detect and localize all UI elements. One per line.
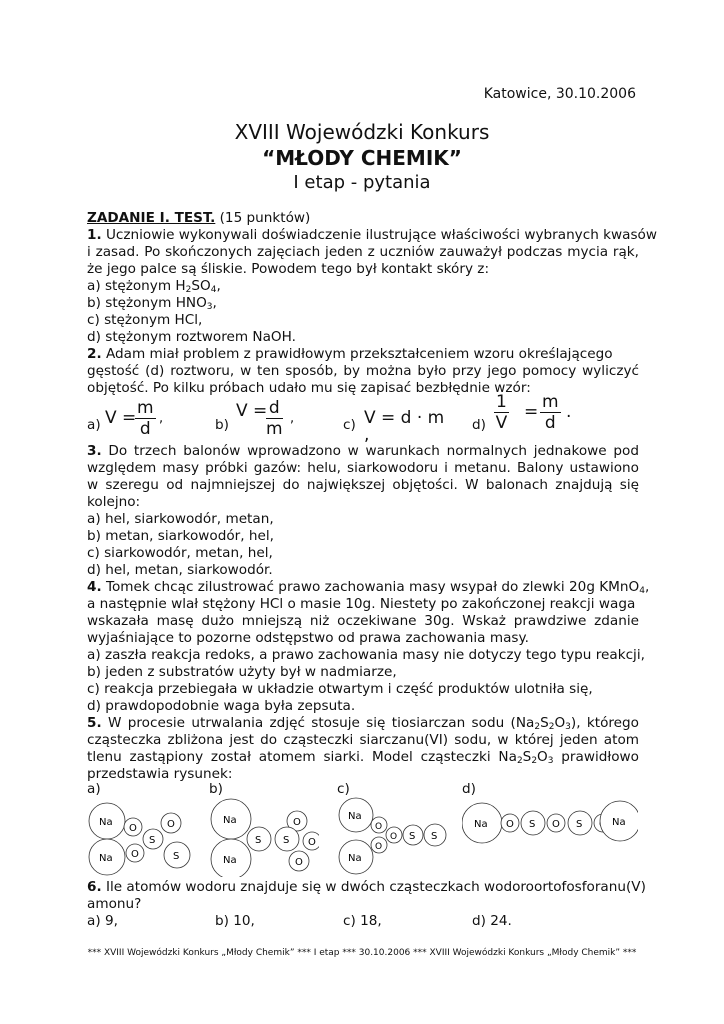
q4-text: Tomek chcąc zilustrować prawo zachowania masy wsypał do zlewki 20g KMnO — [101, 579, 640, 595]
q2-number: 2. — [87, 346, 102, 362]
atom-label: O — [129, 823, 137, 834]
contest-title: XVIII Wojewódzki Konkurs — [234, 120, 490, 144]
q2-option-d — [472, 392, 632, 441]
q5-text: prawidłowo — [553, 749, 639, 765]
q6-option-a: a) 9, — [87, 913, 118, 929]
q5-text: ), którego — [570, 715, 639, 731]
atom-label: O — [167, 819, 175, 830]
option-label: a) — [87, 417, 101, 433]
q3-option-a: a) hel, siarkowodór, metan, — [87, 511, 274, 527]
atom-label: S — [173, 851, 180, 862]
formula-end: , — [159, 411, 164, 426]
q1-text: Uczniowie wykonywali doświadczenie ilustrujące właściwości wybranych kwasów — [101, 227, 657, 243]
q5-text: S — [522, 749, 532, 765]
atom-label: O — [506, 819, 514, 830]
task-heading-line — [87, 210, 639, 227]
q4-option-a: a) zaszła reakcja redoks, a prawo zachowania masy nie dotyczy tego typu reakcji, — [87, 647, 645, 663]
denominator: d — [544, 413, 556, 433]
atom-label: Na — [99, 817, 113, 828]
atom-label: S — [409, 831, 416, 842]
q1-b-text: , — [212, 295, 217, 311]
subscript: 3 — [547, 756, 554, 766]
atom-label: Na — [223, 855, 237, 866]
fraction — [135, 399, 156, 439]
atom-label: O — [293, 817, 301, 828]
q1-text-line — [87, 227, 657, 244]
q6-text-line: amonu? — [87, 896, 142, 912]
q6-option-d: d) 24. — [472, 913, 512, 929]
atom-label: O — [375, 842, 383, 852]
q4-text-line: wyjaśniające to pozorne odstępstwo od prawa zachowania masy. — [87, 630, 529, 646]
q6-text-line — [87, 879, 646, 896]
q3-option-c: c) siarkowodór, metan, hel, — [87, 545, 273, 561]
subscript: 2 — [516, 756, 523, 766]
document-date: Katowice, 30.10.2006 — [483, 86, 636, 102]
formula-end: , — [290, 411, 295, 426]
atom-label: Na — [348, 853, 362, 864]
stage-subtitle: I etap - pytania — [293, 172, 431, 193]
subscript: 2 — [531, 756, 538, 766]
contest-name: “MŁODY CHEMIK” — [262, 146, 462, 170]
task-heading: ZADANIE I. TEST. — [87, 210, 216, 226]
subscript: 2 — [548, 722, 555, 732]
q2-formula-options — [87, 392, 639, 445]
q3-text-line: kolejno: — [87, 494, 141, 510]
atom-label: O — [131, 849, 139, 860]
atom-label: O — [295, 857, 303, 868]
q3-text-line: względem masy próbki gazów: helu, siarkowodoru i metanu. Balony ustawiono — [87, 460, 639, 476]
subscript: 4 — [639, 586, 645, 596]
q2-option-c — [343, 399, 453, 445]
q4-option-b: b) jeden z substratów użyty był w nadmiarze, — [87, 664, 397, 680]
q4-number: 4. — [87, 579, 102, 595]
atom-label: Na — [612, 817, 626, 828]
model-label-d: d) — [462, 781, 476, 797]
atom-label: S — [529, 819, 536, 830]
model-label-b: b) — [209, 781, 223, 797]
subscript: 2 — [185, 285, 192, 295]
q5-molecule-models — [87, 783, 639, 879]
q1-text-line: że jego palce są śliskie. Powodem tego był kontakt skóry z: — [87, 261, 490, 277]
q4-text-line: a następnie wlał stężony HCl o masie 10g. Niestety po zakończonej reakcji waga — [87, 596, 636, 612]
q4-text-line — [87, 579, 650, 596]
q5-text: S — [540, 715, 549, 731]
option-label: b) — [215, 417, 229, 433]
atom-label: S — [149, 835, 156, 846]
molecule-model-d — [462, 797, 638, 857]
subscript: 4 — [210, 285, 217, 295]
q3-text-line: w szeregu od najmniejszej do największej objętości. W balonach znajdują się — [87, 477, 639, 493]
q2-option-a — [87, 399, 197, 441]
atom-label: S — [255, 835, 262, 846]
denominator: d — [139, 419, 151, 439]
q5-text: O — [554, 715, 566, 731]
atom-label: S — [576, 819, 583, 830]
model-label-c: c) — [337, 781, 350, 797]
atom-label: O — [308, 837, 316, 848]
q1-a-text: SO — [191, 278, 211, 294]
atom-label: Na — [99, 853, 113, 864]
q1-option-a — [87, 278, 639, 295]
option-label: d) — [472, 417, 486, 433]
formula-lhs: V = — [236, 401, 268, 421]
q6-options — [87, 913, 639, 930]
q1-a-text: a) stężonym H — [87, 278, 186, 294]
atom-label: O — [375, 822, 383, 832]
numerator: d — [266, 399, 283, 419]
q5-text-line: cząsteczka zbliżona jest do cząsteczki siarczanu(VI) sodu, w której jeden atom — [87, 732, 639, 748]
fraction — [494, 393, 509, 433]
q4-text: , — [644, 579, 650, 595]
q3-text: Do trzech balonów wprowadzono w warunkach normalnych jednakowe pod — [101, 443, 639, 459]
subscript: 2 — [534, 722, 541, 732]
q3-text-line — [87, 443, 639, 460]
q6-text: Ile atomów wodoru znajduje się w dwóch cząsteczkach wodoroortofosforanu(V) — [101, 879, 646, 895]
q3-number: 3. — [87, 443, 102, 459]
atom-label: Na — [474, 819, 488, 830]
molecule-model-b — [209, 797, 319, 877]
formula-lhs: V = — [105, 408, 137, 428]
task-points: (15 punktów) — [215, 210, 311, 226]
q1-b-text: b) stężonym HNO — [87, 295, 207, 311]
molecule-model-a — [87, 797, 197, 877]
q6-number: 6. — [87, 879, 102, 895]
q5-text: O — [537, 749, 548, 765]
exam-body — [87, 210, 657, 930]
q1-option-c: c) stężonym HCl, — [87, 312, 203, 328]
q1-option-b — [87, 295, 639, 312]
q5-text-line — [87, 749, 639, 766]
page-footer: *** XVIII Wojewódzki Konkurs „Młody Chemik” *** I etap *** 30.10.2006 *** XVIII Wojewódzki Konkurs „Młody Chemik” *** — [87, 948, 637, 958]
atom-label: Na — [348, 811, 362, 822]
fraction — [266, 399, 283, 439]
formula-expr: V = d · m , — [364, 408, 445, 445]
equals-sign: = — [524, 402, 539, 422]
q1-number: 1. — [87, 227, 102, 243]
fraction — [540, 393, 561, 433]
q1-option-d: d) stężonym roztworem NaOH. — [87, 329, 296, 345]
q2-text: Adam miał problem z prawidłowym przekształceniem wzoru określającego — [101, 346, 613, 362]
q6-option-b: b) 10, — [215, 913, 255, 929]
denominator: V — [495, 413, 508, 433]
numerator: 1 — [496, 392, 507, 412]
q6-option-c: c) 18, — [343, 913, 382, 929]
q5-text-line — [87, 715, 639, 732]
molecule-model-c — [337, 795, 452, 877]
formula-end: . — [566, 402, 572, 422]
q1-a-text: , — [216, 278, 221, 294]
denominator: m — [266, 419, 283, 439]
option-label: c) — [343, 417, 356, 433]
q5-text: tlenu zastąpiony został atomem siarki. Model cząsteczki Na — [87, 749, 517, 765]
q1-text-line: i zasad. Po skończonych zajęciach jeden z uczniów zauważył podczas mycia rąk, — [87, 244, 639, 260]
q3-option-d: d) hel, metan, siarkowodór. — [87, 562, 273, 578]
q4-option-d: d) prawdopodobnie waga była zepsuta. — [87, 698, 356, 714]
q4-text-line: wskazała masę dużo mniejszą niż oczekiwane 30g. Wskaż prawdziwe zdanie — [87, 613, 639, 629]
atom-label: S — [431, 831, 438, 842]
atom-label: O — [552, 819, 560, 830]
numerator: m — [542, 392, 559, 412]
q5-text: W procesie utrwalania zdjęć stosuje się tiosiarczan sodu (Na — [101, 715, 535, 731]
q2-option-b — [215, 399, 325, 441]
q2-text-line: gęstość (d) roztworu, w ten sposób, by można było przy jego pomocy wyliczyć — [87, 363, 639, 379]
numerator: m — [137, 398, 154, 418]
atom-label: O — [390, 832, 398, 842]
q5-number: 5. — [87, 715, 102, 731]
q3-option-b: b) metan, siarkowodór, hel, — [87, 528, 274, 544]
atom-label: Na — [223, 815, 237, 826]
q2-text-line: objętość. Po kilku próbach udało mu się zapisać bezbłędnie wzór: — [87, 380, 531, 396]
atom-label: S — [283, 835, 290, 846]
model-label-a: a) — [87, 781, 101, 797]
subscript: 3 — [206, 302, 213, 312]
q4-option-c: c) reakcja przebiegała w układzie otwartym i część produktów ulotniła się, — [87, 681, 593, 697]
q2-text-line — [87, 346, 639, 363]
subscript: 3 — [565, 722, 571, 732]
q5-text-line: przedstawia rysunek: — [87, 766, 233, 782]
